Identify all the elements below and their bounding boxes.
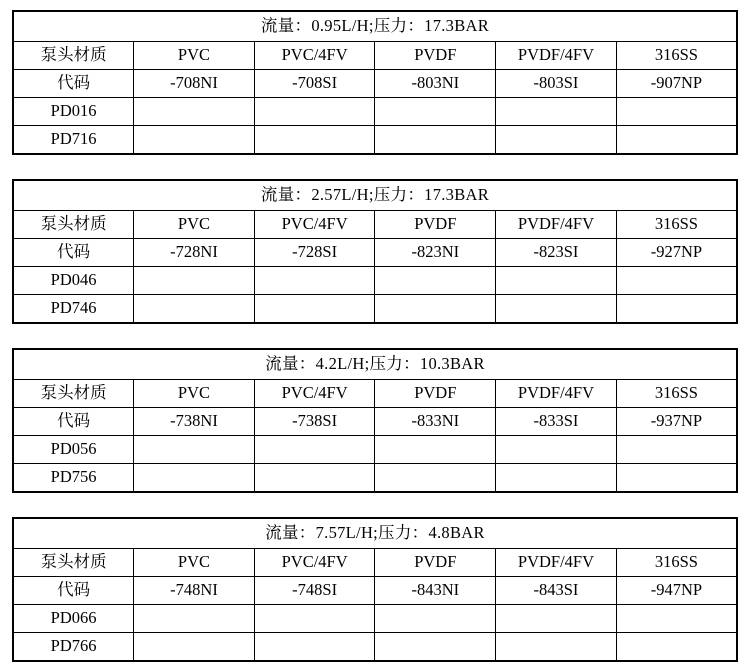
- empty-cell: [616, 605, 737, 633]
- empty-cell: [254, 98, 375, 126]
- empty-cell: [375, 98, 496, 126]
- column-header-material: 泵头材质: [13, 549, 134, 577]
- code-cell: -843SI: [496, 577, 617, 605]
- empty-cell: [254, 126, 375, 155]
- model-label: PD716: [13, 126, 134, 155]
- table-header-row: [13, 180, 737, 211]
- empty-cell: [375, 605, 496, 633]
- empty-cell: [496, 605, 617, 633]
- column-header-pvdf-4fv: PVDF/4FV: [496, 549, 617, 577]
- column-header-pvdf: PVDF: [375, 549, 496, 577]
- table-row: [13, 98, 737, 126]
- empty-cell: [616, 267, 737, 295]
- model-label: PD746: [13, 295, 134, 324]
- column-header-pvc-4fv: PVC/4FV: [254, 211, 375, 239]
- empty-cell: [616, 464, 737, 493]
- empty-cell: [134, 436, 255, 464]
- flow-pressure-header: 流量：4.2L/H;压力：10.3BAR: [13, 349, 737, 380]
- code-row: [13, 239, 737, 267]
- model-label: PD756: [13, 464, 134, 493]
- model-label: PD066: [13, 605, 134, 633]
- model-label: PD766: [13, 633, 134, 662]
- table-row: [13, 436, 737, 464]
- code-cell: -728SI: [254, 239, 375, 267]
- code-cell: -748NI: [134, 577, 255, 605]
- spec-table: [12, 348, 738, 493]
- code-cell: -708NI: [134, 70, 255, 98]
- code-cell: -728NI: [134, 239, 255, 267]
- code-row-label: 代码: [13, 577, 134, 605]
- code-cell: -937NP: [616, 408, 737, 436]
- flow-pressure-header: 流量：7.57L/H;压力：4.8BAR: [13, 518, 737, 549]
- code-row: [13, 408, 737, 436]
- column-header-pvc: PVC: [134, 211, 255, 239]
- column-header-row: [13, 42, 737, 70]
- code-row-label: 代码: [13, 408, 134, 436]
- column-header-row: [13, 211, 737, 239]
- empty-cell: [616, 436, 737, 464]
- spec-table: [12, 10, 738, 155]
- code-cell: -708SI: [254, 70, 375, 98]
- empty-cell: [134, 98, 255, 126]
- spec-table: [12, 517, 738, 662]
- code-cell: -748SI: [254, 577, 375, 605]
- table-row: [13, 267, 737, 295]
- empty-cell: [375, 126, 496, 155]
- empty-cell: [134, 633, 255, 662]
- column-header-pvc: PVC: [134, 549, 255, 577]
- column-header-pvdf-4fv: PVDF/4FV: [496, 42, 617, 70]
- code-cell: -823SI: [496, 239, 617, 267]
- spec-table: [12, 179, 738, 324]
- column-header-316ss: 316SS: [616, 42, 737, 70]
- empty-cell: [134, 295, 255, 324]
- empty-cell: [496, 126, 617, 155]
- empty-cell: [375, 436, 496, 464]
- column-header-material: 泵头材质: [13, 211, 134, 239]
- code-cell: -947NP: [616, 577, 737, 605]
- table-header-row: [13, 349, 737, 380]
- column-header-material: 泵头材质: [13, 42, 134, 70]
- empty-cell: [616, 633, 737, 662]
- column-header-pvdf: PVDF: [375, 42, 496, 70]
- code-row-label: 代码: [13, 239, 134, 267]
- code-row-label: 代码: [13, 70, 134, 98]
- table-row: [13, 605, 737, 633]
- empty-cell: [375, 295, 496, 324]
- code-row: [13, 577, 737, 605]
- empty-cell: [375, 464, 496, 493]
- flow-pressure-header: 流量：0.95L/H;压力：17.3BAR: [13, 11, 737, 42]
- model-label: PD016: [13, 98, 134, 126]
- code-cell: -843NI: [375, 577, 496, 605]
- column-header-pvdf-4fv: PVDF/4FV: [496, 380, 617, 408]
- table-header-row: [13, 11, 737, 42]
- code-cell: -833SI: [496, 408, 617, 436]
- column-header-row: [13, 380, 737, 408]
- column-header-material: 泵头材质: [13, 380, 134, 408]
- column-header-pvdf: PVDF: [375, 380, 496, 408]
- empty-cell: [375, 267, 496, 295]
- model-label: PD046: [13, 267, 134, 295]
- empty-cell: [254, 605, 375, 633]
- empty-cell: [496, 98, 617, 126]
- column-header-pvc-4fv: PVC/4FV: [254, 42, 375, 70]
- column-header-pvc: PVC: [134, 380, 255, 408]
- code-cell: -803NI: [375, 70, 496, 98]
- empty-cell: [496, 633, 617, 662]
- code-cell: -927NP: [616, 239, 737, 267]
- empty-cell: [496, 436, 617, 464]
- table-header-row: [13, 518, 737, 549]
- column-header-pvc: PVC: [134, 42, 255, 70]
- empty-cell: [496, 464, 617, 493]
- column-header-316ss: 316SS: [616, 549, 737, 577]
- code-cell: -738NI: [134, 408, 255, 436]
- empty-cell: [134, 464, 255, 493]
- table-row: [13, 464, 737, 493]
- empty-cell: [134, 126, 255, 155]
- flow-pressure-header: 流量：2.57L/H;压力：17.3BAR: [13, 180, 737, 211]
- empty-cell: [134, 605, 255, 633]
- column-header-pvdf-4fv: PVDF/4FV: [496, 211, 617, 239]
- empty-cell: [616, 126, 737, 155]
- empty-cell: [254, 464, 375, 493]
- code-cell: -738SI: [254, 408, 375, 436]
- column-header-pvc-4fv: PVC/4FV: [254, 380, 375, 408]
- column-header-316ss: 316SS: [616, 211, 737, 239]
- empty-cell: [254, 436, 375, 464]
- table-row: [13, 126, 737, 155]
- table-row: [13, 295, 737, 324]
- code-cell: -833NI: [375, 408, 496, 436]
- code-cell: -803SI: [496, 70, 617, 98]
- empty-cell: [134, 267, 255, 295]
- code-cell: -823NI: [375, 239, 496, 267]
- table-row: [13, 633, 737, 662]
- empty-cell: [496, 267, 617, 295]
- code-row: [13, 70, 737, 98]
- column-header-pvdf: PVDF: [375, 211, 496, 239]
- empty-cell: [254, 267, 375, 295]
- column-header-316ss: 316SS: [616, 380, 737, 408]
- code-cell: -907NP: [616, 70, 737, 98]
- column-header-pvc-4fv: PVC/4FV: [254, 549, 375, 577]
- empty-cell: [254, 295, 375, 324]
- column-header-row: [13, 549, 737, 577]
- empty-cell: [496, 295, 617, 324]
- empty-cell: [254, 633, 375, 662]
- empty-cell: [616, 98, 737, 126]
- empty-cell: [616, 295, 737, 324]
- empty-cell: [375, 633, 496, 662]
- model-label: PD056: [13, 436, 134, 464]
